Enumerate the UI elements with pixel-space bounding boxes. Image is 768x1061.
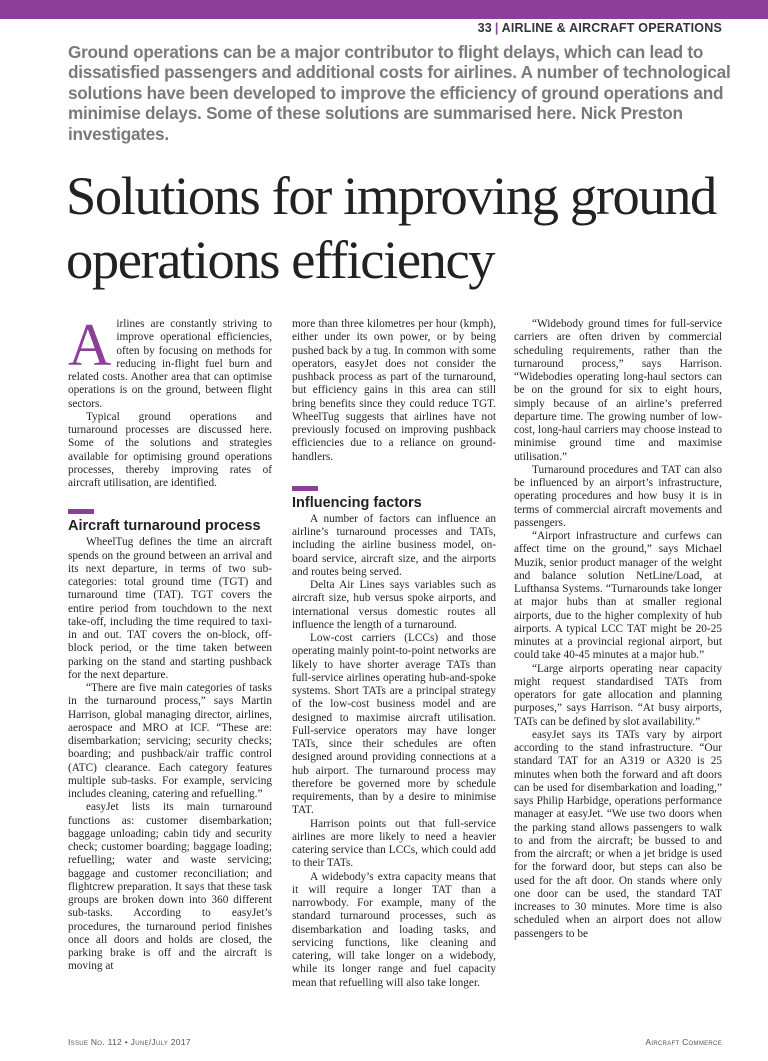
- subhead-rule: [292, 486, 318, 491]
- article-body: [68, 312, 722, 1018]
- paragraph: Low-cost carriers (LCCs) and those operating mainly point-to-point networks are likely to have shorter average TATs than full-service airlines operating hub-and-spoke systems. Short TATs are a principal strategy of the low-cost business model and are designed to maximise aircraft utilisation. Full-service operators may have longer TATs, since their schedules are often designed around providing connections at a hub airport. The turnaround process may therefore be governed more by schedule requirements, than by a desire to minimise TAT.: [292, 632, 496, 817]
- column-3: [514, 318, 722, 941]
- section-header: [478, 21, 722, 35]
- paragraph: “Large airports operating near capacity might request standardised TATs from operators for gate allocation and planning purposes,” says Harrison. “At busy airports, TATs can be defined by slot availability.”: [514, 662, 722, 728]
- subheading: Aircraft turnaround process: [68, 518, 261, 535]
- paragraph-text: irlines are constantly striving to improve operational efficiencies, often by focusing on methods for reducing in-flight fuel burn and related costs. Another area that can optimise operations is on the ground, between flight sectors.: [68, 318, 272, 410]
- paragraph: WheelTug defines the time an aircraft spends on the ground between an arrival and its next departure, in terms of two sub-categories: total ground time (TGT) and turnaround time (TAT). TGT covers the entire period from touchdown to the next take-off, including the time required to taxi-in and out. TAT covers the on-block, off-block period, or the time taken between parking on the stand and starting pushback for the next departure.: [68, 536, 272, 681]
- paragraph: A number of factors can influence an airline’s turnaround processes and TATs, including the airline business model, on-board service, aircraft size, and the airports and routes being served.: [292, 512, 496, 578]
- section-title: AIRLINE & AIRCRAFT OPERATIONS: [501, 21, 722, 35]
- column-2: [292, 318, 496, 990]
- paragraph: easyJet says its TATs vary by airport according to the stand infrastructure. “Our standard TAT for an A319 or A320 is 25 minutes when both the forward and aft doors can be used for disembarkation and loading,” says Philip Harbidge, operations performance manager at easyJet. “We use two doors when the parking stand allows passengers to walk to and from the aircraft; be bussed to and from the aircraft; or when a jet bridge is used for the forward door, but steps can also be used for the aft door. On stands where only one door can be used, the standard TAT increases to 30 minutes. More time is also scheduled when an airport does not allow passengers to be: [514, 728, 722, 940]
- paragraph: A widebody’s extra capacity means that it will require a longer TAT than a narrowbody. For example, many of the standard turnaround processes, such as disembarkation and loading tasks, and servicing functions, like cleaning and catering, will take longer on a widebody, while its longer range and fuel capacity mean that refuelling will also take longer.: [292, 870, 496, 989]
- paragraph: easyJet lists its main turnaround functions as: customer disembarkation; baggage unloading; cabin tidy and security check; customer boarding; baggage loading; refuelling; water and waste servicing; baggage and customer reconciliation; and flightcrew preparation. It says that these task groups are broken down into 360 different sub-tasks. According to easyJet’s procedures, the turnaround period finishes once all doors and holds are closed, the parking brake is off and the aircraft is moving at: [68, 801, 272, 973]
- drop-cap: A: [68, 312, 112, 378]
- top-accent-bar: [0, 0, 768, 19]
- paragraph: “Widebody ground times for full-service carriers are often driven by commercial scheduling requirements, rather than the turnaround process,” says Harrison. “Widebodies operating long-haul sectors can be on the ground for six to eight hours, simply because of an airline’s preferred departure time. The growing number of low-cost, long-haul carriers may choose instead to minimise ground time and maximise utilisation.”: [514, 318, 722, 463]
- column-1: [68, 312, 272, 974]
- subheading: Influencing factors: [292, 494, 422, 511]
- paragraph: [68, 312, 272, 411]
- paragraph: Harrison points out that full-service airlines are more likely to need a heavier catering service than LCCs, which could add to their TATs.: [292, 817, 496, 870]
- paragraph: Turnaround procedures and TAT can also be influenced by an airport’s infrastructure, operating procedures and how busy it is in terms of commercial aircraft movements and passengers.: [514, 463, 722, 529]
- paragraph: “Airport infrastructure and curfews can affect time on the ground,” says Michael Muzik, senior product manager of the weight and balance solution NetLine/Load, at Lufthansa Systems. “Turnarounds take longer at major hubs than at smaller regional airports, due to the higher complexity of hub airports. A typical LCC TAT might be 20-25 minutes at a provincial regional airport, but could take 40-45 minutes at a major hub.”: [514, 530, 722, 662]
- paragraph: “There are five main categories of tasks in the turnaround process,” says Martin Harrison, global managing director, airlines, aerospace and MRO at ICF. “These are: disembarkation; servicing; security checks; boarding; and pushback/air traffic control (ATC) clearance. Each category features multiple sub-tasks. For example, servicing includes cleaning, catering and refuelling.”: [68, 682, 272, 800]
- standfirst: Ground operations can be a major contributor to flight delays, which can lead to dissatisfied passengers and additional costs for airlines. A number of technological solutions have been developed to improve the efficiency of ground operations and minimise delays. Some of these solutions are summarised here. Nick Preston investigates.: [68, 42, 731, 144]
- header-separator: |: [494, 21, 499, 35]
- headline: Solutions for improving ground operations efficiency: [66, 165, 716, 290]
- subhead-rule: [68, 509, 94, 514]
- paragraph: Delta Air Lines says variables such as aircraft size, hub versus spoke airports, and international versus domestic routes all influence the length of a turnaround.: [292, 579, 496, 631]
- footer-issue: Issue No. 112 • June/July 2017: [68, 1037, 191, 1047]
- page-number: 33: [477, 21, 492, 35]
- footer-publication: Aircraft Commerce: [645, 1037, 722, 1047]
- paragraph: Typical ground operations and turnaround processes are discussed here. Some of the solutions and strategies available for optimising ground operations processes, thereby improving rates of aircraft utilisation, are identified.: [68, 410, 272, 489]
- paragraph: more than three kilometres per hour (kmph), either under its own power, or by being pushed back by a tug. In common with some operators, easyJet does not consider the pushback process as part of the turnaround, but efficiency gains in this area can still bring benefits since they could reduce TGT. WheelTug suggests that airlines have not previously focused on improving pushback efficiencies due to a reliance on ground-handlers.: [292, 318, 496, 463]
